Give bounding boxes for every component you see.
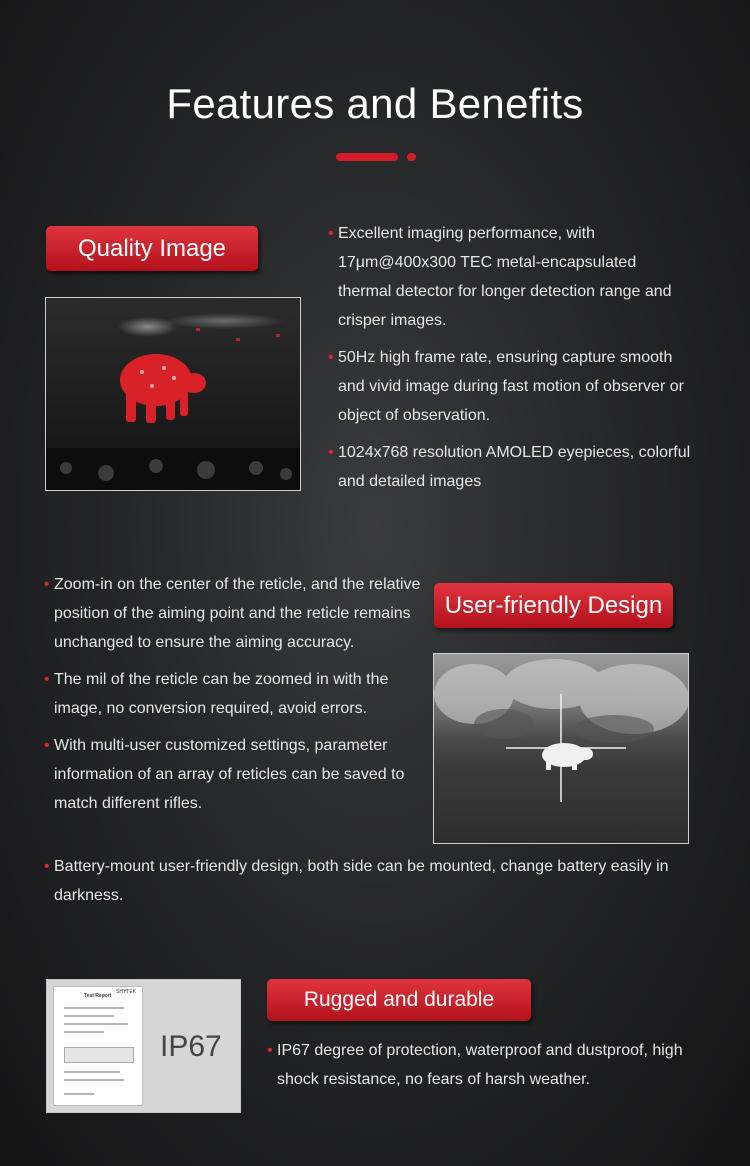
title-underline-dot [407,153,416,161]
list-item: • 50Hz high frame rate, ensuring capture smooth and vivid image during fast motion of observer or object of observation. [328,343,693,430]
doc-line [64,1031,104,1033]
user-friendly-design-badge: User-friendly Design [434,583,673,628]
list-item: • Battery-mount user-friendly design, both side can be mounted, change battery easily in darkness. [44,852,714,910]
bullet-dot-icon: • [44,576,50,593]
quality-image-bullets [328,219,693,504]
doc-line [64,1007,124,1009]
list-item: • With multi-user customized settings, parameter information of an array of reticles can be saved to match different rifles. [44,731,429,818]
bullet-dot-icon: • [44,671,50,688]
doc-line [64,1015,114,1017]
bullet-dot-icon: • [267,1042,273,1059]
thermal-reticle-image [433,653,689,844]
bullet-dot-icon: • [328,444,334,461]
bullet-dot-icon: • [328,225,334,242]
list-item: • The mil of the reticle can be zoomed in with the image, no conversion required, avoid errors. [44,665,429,723]
doc-brand: SHYTEK [116,989,137,995]
doc-line [64,1079,124,1081]
bullet-dot-icon: • [328,349,334,366]
ip67-report-image [46,979,241,1113]
bullet-dot-icon: • [44,737,50,754]
page-title: Features and Benefits [166,80,584,127]
title-underline-bar [336,153,398,161]
list-item: • Excellent imaging performance, with 17μm@400x300 TEC metal-encapsulated thermal detector for longer detection range and crisper images. [328,219,693,335]
rugged-durable-badge: Rugged and durable [267,979,531,1021]
bullet-dot-icon: • [44,858,50,875]
doc-line [64,1093,94,1095]
thermal-bear-image [45,297,301,491]
list-item: • IP67 degree of protection, waterproof and dustproof, high shock resistance, no fears of harsh weather. [267,1036,707,1094]
rugged-bullets [267,1036,707,1102]
battery-bullet [44,852,714,918]
test-report-document [53,986,143,1106]
quality-image-badge: Quality Image [46,226,258,271]
doc-line [64,1071,120,1073]
doc-line [64,1023,128,1025]
thermal-bear-graphic [46,298,300,490]
doc-table [64,1047,134,1063]
ip67-label: IP67 [160,1030,222,1063]
doc-title: Test Report [84,993,112,999]
list-item: • Zoom-in on the center of the reticle, and the relative position of the aiming point and the reticle remains unchanged to ensure the aiming accuracy. [44,570,429,657]
list-item: • 1024x768 resolution AMOLED eyepieces, colorful and detailed images [328,438,693,496]
reticle-graphic [434,654,688,843]
user-friendly-bullets [44,570,429,826]
